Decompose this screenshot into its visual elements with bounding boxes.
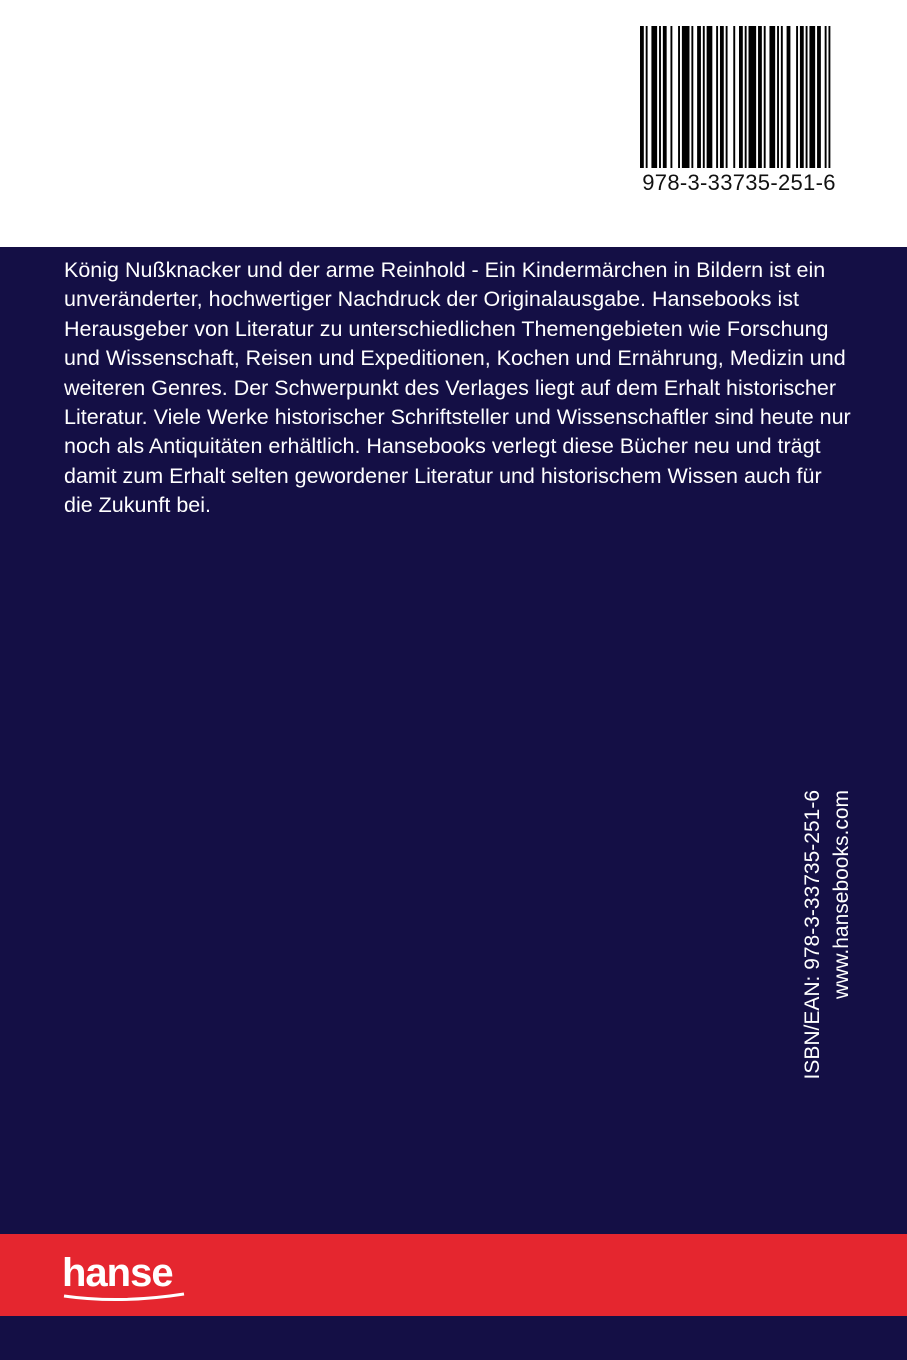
top-white-panel — [0, 0, 907, 247]
barcode-bar — [697, 26, 701, 168]
barcode-bar — [787, 26, 791, 168]
barcode-bar — [651, 26, 657, 168]
barcode-bar — [777, 26, 779, 168]
barcode-bar — [646, 26, 648, 168]
barcode-bar — [749, 26, 757, 168]
barcode-bar — [726, 26, 728, 168]
barcode-bar — [659, 26, 661, 168]
isbn-line: ISBN/EAN: 978-3-33735-251-6 — [801, 790, 824, 1080]
barcode-bar — [733, 26, 735, 168]
barcode-bar — [764, 26, 766, 168]
barcode-bar — [828, 26, 830, 168]
barcode-bar — [663, 26, 667, 168]
barcode-bar — [758, 26, 762, 168]
hanse-logo — [60, 1248, 190, 1306]
barcode-bar — [806, 26, 808, 168]
barcode-number: 978-3-33735-251-6 — [642, 170, 836, 195]
barcode-bar — [825, 26, 827, 168]
barcode-bar — [720, 26, 724, 168]
barcode-bar — [796, 26, 798, 168]
back-cover-blurb: König Nußknacker und der arme Reinhold - Ein Kindermärchen in Bildern ist ein unveränderter, hochwertiger Nachdruck der Originalausgabe. Hansebooks ist Herausgeber von Literatur zu unterschiedlichen Themengebieten wie Forschung und Wissenschaft, Reisen und Expeditionen, Kochen und Ernährung, Medizin und weiteren Genres. Der Schwerpunkt des Verlages liegt auf dem Erhalt historischer Literatur. Viele Werke historischer Schriftsteller und Wissenschaftler sind heute nur noch als Antiquitäten erhältlich. Hansebooks verlegt diese Bücher neu und trägt damit zum Erhalt selten gewordener Literatur und historischem Wissen auch für die Zukunft bei. — [64, 258, 851, 518]
website-link[interactable]: www.hansebooks.com — [830, 790, 853, 999]
barcode-bar — [809, 26, 815, 168]
barcode-bar — [703, 26, 705, 168]
barcode-bar — [745, 26, 747, 168]
barcode-bar — [682, 26, 690, 168]
barcode-bar — [817, 26, 821, 168]
barcode-bar — [781, 26, 783, 168]
barcode-bar — [769, 26, 775, 168]
barcode-bar — [800, 26, 804, 168]
isbn-spine-text — [798, 790, 858, 1100]
barcode-bar — [678, 26, 680, 168]
barcode-bar — [670, 26, 672, 168]
barcode — [636, 22, 842, 195]
barcode-bar — [707, 26, 713, 168]
barcode-bar — [716, 26, 718, 168]
barcode-bar — [691, 26, 693, 168]
barcode-bar — [640, 26, 644, 168]
barcode-bars — [640, 26, 838, 168]
svg-text:hanse: hanse — [62, 1251, 173, 1295]
barcode-bar — [739, 26, 743, 168]
